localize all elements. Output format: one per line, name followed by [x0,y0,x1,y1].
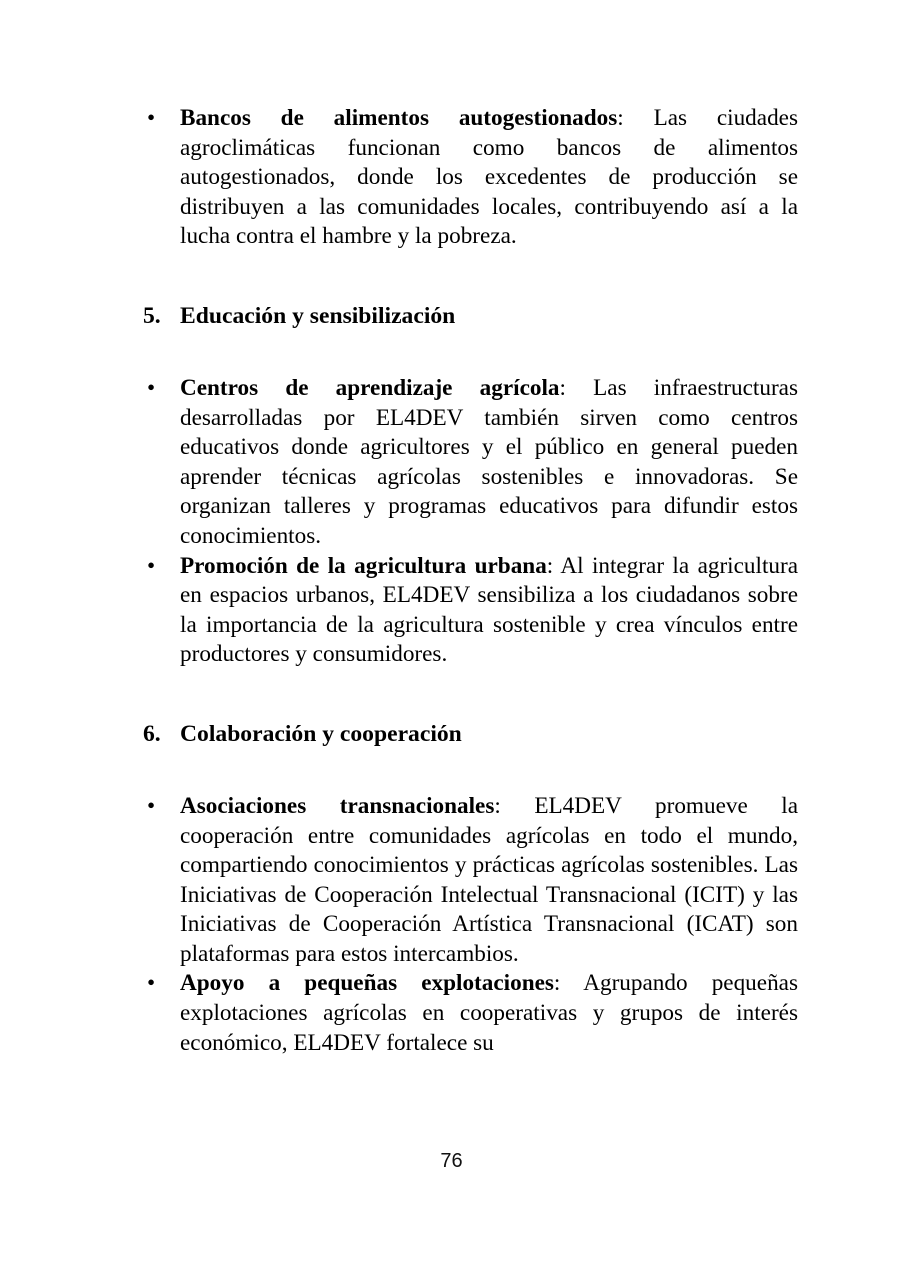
bullet-icon: • [147,970,156,997]
list-item-separator: : [559,374,594,401]
list-item-lead: Centros de aprendizaje agrícola [180,374,560,401]
list-item-body: Las ciudades agroclimáticas funcionan como bancos de alimentos autogestionados, donde los excedentes de producción se distribuyen a las comunidades locales, contribuyendo así a la lucha contra el hambre y la pobreza. [180,105,798,250]
list-item [143,969,798,1058]
bullet-icon: • [147,374,156,401]
list-item-separator: : [546,552,561,579]
section-number: 6. [143,720,161,747]
page-number: 76 [440,1150,463,1172]
page-body [143,104,798,1058]
bullet-icon: • [147,105,156,131]
list-item-lead: Promoción de la agricultura urbana [180,552,547,579]
bullet-icon: • [147,552,156,579]
bullet-icon: • [147,792,156,819]
list-item-separator: : [494,792,535,819]
list-item [143,552,798,670]
list-item-body: Agrupando pequeñas explotaciones agrícolas en cooperativas y grupos de interés económico, EL4DEV fortalece su [180,970,798,1056]
list-item-body: Las infraestructuras desarrolladas por EL4DEV también sirven como centros educativos donde agricultores y el público en general pueden aprender técnicas agrícolas sostenibles e innovadoras. Se organizan talleres y programas educativos para difundir estos conocimientos. [180,374,798,549]
list-item [143,104,798,252]
section-title: Colaboración y cooperación [180,720,462,747]
section-number: 5. [143,302,161,329]
section-title: Educación y sensibilización [180,302,456,329]
list-item-body: EL4DEV promueve la cooperación entre comunidades agrícolas en todo el mundo, compartiendo conocimientos y prácticas agrícolas sostenibles. Las Iniciativas de Cooperación Intelectual Transnacional (ICIT) y las Iniciativas de Cooperación Artística Transnacional (ICAT) son plataformas para estos intercambios. [180,792,799,967]
list-item-separator: : [553,970,584,997]
section-heading [143,719,798,749]
list-item-separator: : [617,105,654,131]
section-heading [143,301,798,331]
list-item-lead: Asociaciones transnacionales [180,792,495,819]
list-item [143,792,798,970]
list-item-body: Al integrar la agricultura en espacios urbanos, EL4DEV sensibiliza a los ciudadanos sobre la importancia de la agricultura sostenible y crea vínculos entre productores y consumidores. [180,552,798,668]
list-item-lead: Apoyo a pequeñas explotaciones [180,970,554,997]
list-item-lead: Bancos de alimentos autogestionados [180,105,618,131]
list-item [143,374,798,552]
